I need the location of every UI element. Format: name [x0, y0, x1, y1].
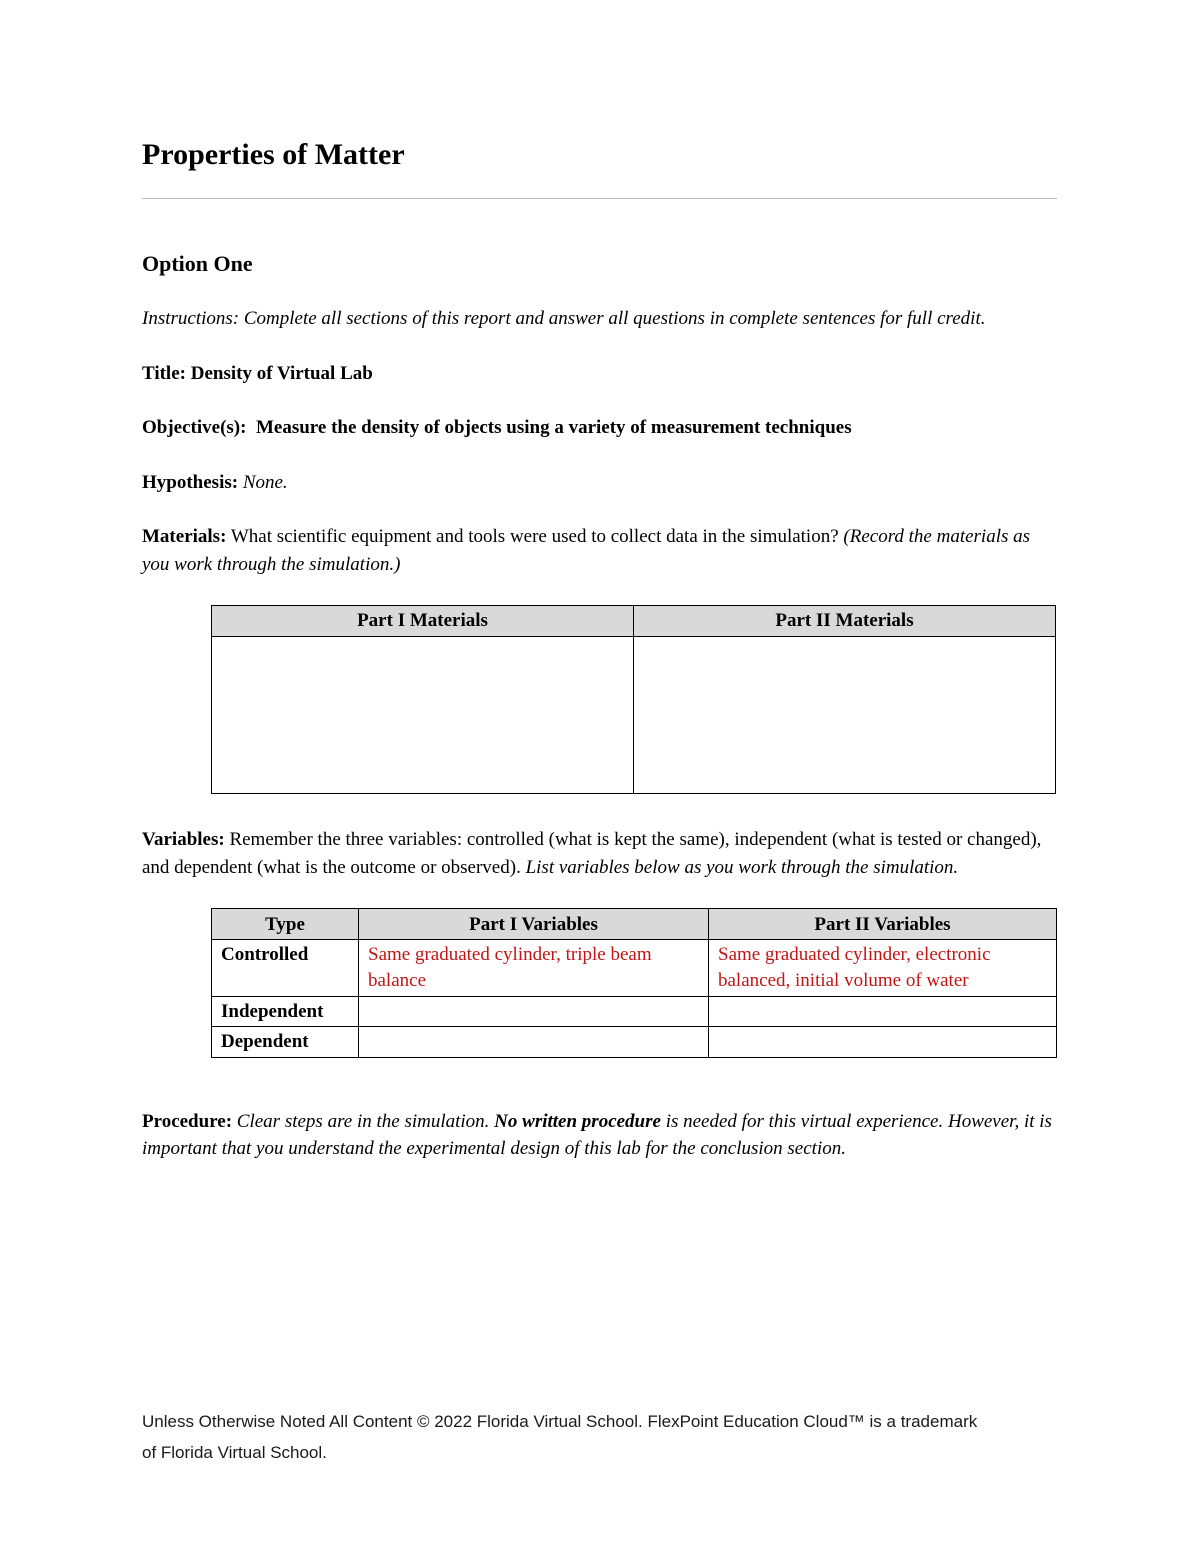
column-header-part2-materials: Part II Materials	[634, 606, 1056, 637]
option-heading: Option One	[142, 251, 253, 276]
copyright-footer: Unless Otherwise Noted All Content © 2022 Florida Virtual School. FlexPoint Education Cloud™ is a trademark of Florida Virtual School.	[142, 1412, 978, 1463]
column-header-part2-variables: Part II Variables	[709, 909, 1057, 940]
variables-text: Remember the three variables: controlled (what is kept the same), independent (what is tested or changed), and dependent (what is the outcome or observed).	[142, 829, 1042, 878]
table-row-dependent	[212, 1027, 1057, 1058]
variables-label: Variables:	[142, 829, 225, 851]
independent-part2-value	[709, 996, 1057, 1027]
row-label-dependent: Dependent	[212, 1027, 359, 1058]
materials-table	[211, 605, 1056, 794]
procedure-bold-phrase: No written procedure	[494, 1110, 661, 1132]
hypothesis-label: Hypothesis:	[142, 471, 239, 493]
dependent-part2-value	[709, 1027, 1057, 1058]
hypothesis-value: None.	[242, 471, 288, 493]
column-header-part1-variables: Part I Variables	[359, 909, 709, 940]
hypothesis-line	[142, 469, 1057, 497]
variables-table-header-row	[212, 909, 1057, 940]
table-row-independent	[212, 996, 1057, 1027]
table-row-controlled	[212, 940, 1057, 996]
title-line	[142, 360, 1057, 388]
page-title: Properties of Matter	[142, 138, 405, 171]
materials-cell-part2	[634, 637, 1056, 794]
objective-label: Objective(s):	[142, 417, 247, 439]
materials-note: (Record the materials as you work through the simulation.)	[142, 526, 1031, 575]
materials-table-row	[212, 637, 1056, 794]
row-label-controlled: Controlled	[212, 940, 359, 996]
controlled-part2-value: Same graduated cylinder, electronic balanced, initial volume of water	[709, 940, 1057, 996]
procedure-text-after: is needed for this virtual experience. However, it is important that you understand the experimental design of this lab for the conclusion section.	[142, 1110, 1052, 1160]
variables-paragraph	[142, 826, 1057, 881]
controlled-part1-value: Same graduated cylinder, triple beam balance	[359, 940, 709, 996]
procedure-paragraph	[142, 1108, 1057, 1163]
procedure-label: Procedure:	[142, 1110, 233, 1132]
objective-line	[142, 414, 1057, 442]
materials-paragraph	[142, 523, 1057, 578]
materials-table-header-row	[212, 606, 1056, 637]
title-label: Title:	[142, 362, 186, 384]
row-label-independent: Independent	[212, 996, 359, 1027]
instructions-paragraph: Instructions: Complete all sections of this report and answer all questions in complete sentences for full credit.	[142, 308, 986, 329]
objective-value: Measure the density of objects using a variety of measurement techniques	[255, 417, 852, 439]
materials-label: Materials:	[142, 526, 227, 548]
column-header-part1-materials: Part I Materials	[212, 606, 634, 637]
independent-part1-value	[359, 996, 709, 1027]
column-header-type: Type	[212, 909, 359, 940]
materials-cell-part1	[212, 637, 634, 794]
materials-question: What scientific equipment and tools were used to collect data in the simulation?	[230, 526, 839, 548]
procedure-text-before: Clear steps are in the simulation.	[236, 1110, 490, 1132]
variables-note: List variables below as you work through the simulation.	[525, 856, 959, 878]
dependent-part1-value	[359, 1027, 709, 1058]
title-value: Density of Virtual Lab	[190, 362, 373, 384]
title-divider	[142, 198, 1057, 199]
variables-table	[211, 908, 1057, 1058]
